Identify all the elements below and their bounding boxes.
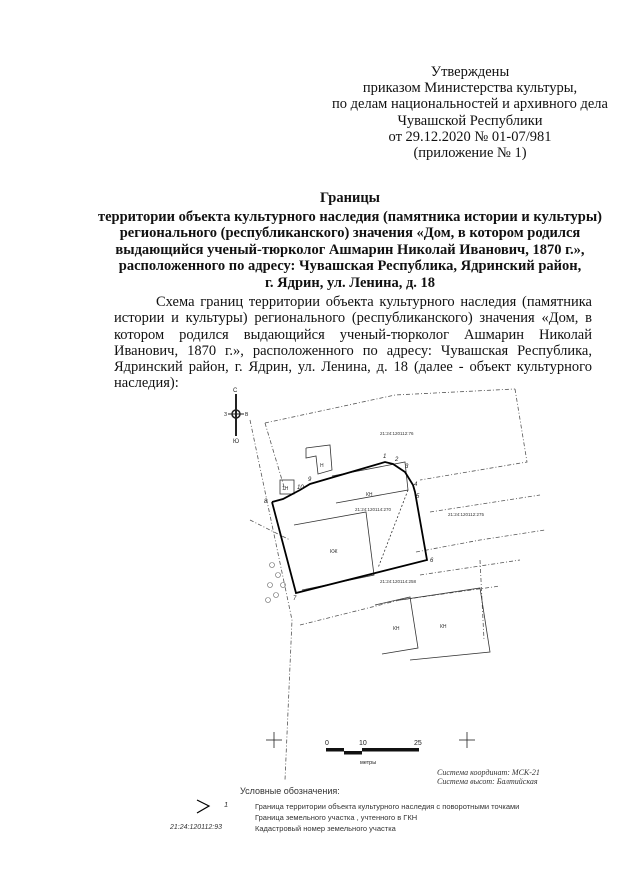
approval-line: (приложение № 1)	[413, 145, 527, 162]
legend-cadastral-example: 21:24:120112:93	[170, 824, 223, 831]
compass-west: З	[224, 412, 228, 418]
boundary-line-icon	[195, 798, 235, 816]
building-label: КН	[440, 624, 447, 630]
boundary-map	[0, 385, 640, 785]
heritage-boundary	[272, 462, 427, 593]
point-label: 4	[414, 482, 418, 488]
building-label: КЖ	[330, 549, 338, 555]
coordinate-system	[437, 768, 540, 786]
scale-bar	[325, 740, 422, 766]
legend-point-label: 1	[224, 800, 229, 809]
scheme-description: Схема границ территории объекта культурного наследия (памятника истории и культуры) регионального (республиканского) значения «Дом, в котором родился выдающийся ученый-тюрколог Ашмарин Николай Иванович, 1870 г.», расположенного по адресу: Чувашская Республика, Ядринский район, г. Ядрин, ул. Ленина, д. 18 (далее - объект культурного наследия):	[114, 294, 592, 392]
cadastral-label: 21:24:120114:270	[355, 507, 391, 512]
cadastral-label: 21:24:120112:275	[448, 512, 484, 517]
compass-icon	[224, 388, 249, 445]
point-label: 8	[264, 499, 268, 505]
title-line: расположенного по адресу: Чувашская Республика, Ядринский район,	[118, 258, 582, 275]
approval-block	[300, 64, 640, 161]
coordinate-system-line: Система координат: МСК-21	[437, 768, 540, 777]
trees	[266, 563, 286, 603]
point-label: 6	[430, 558, 434, 564]
approval-line: Утверждены	[430, 64, 510, 80]
point-label: 5	[416, 494, 420, 500]
building-label: Н	[320, 463, 324, 469]
point-label: 1	[383, 454, 387, 460]
approval-line: Чувашской Республики	[397, 112, 543, 129]
point-label: 9	[308, 477, 312, 483]
legend-item: Кадастровый номер земельного участка	[255, 824, 396, 833]
building-labels	[282, 463, 447, 632]
building-label: КН	[393, 626, 400, 632]
title-line: территории объекта культурного наследия (памятника истории и культуры)	[97, 208, 603, 225]
point-label: 2	[395, 457, 399, 463]
scale-unit: метры	[360, 760, 377, 766]
title-line: Границы	[319, 190, 380, 206]
legend-item: Граница земельного участка , учтенного в ГКН	[255, 813, 418, 822]
scale-tick: 10	[359, 740, 367, 747]
title-line: выдающийся ученый-тюрколог Ашмарин Николай Иванович, 1870 г.»,	[115, 241, 585, 258]
compass-east: В	[245, 412, 249, 418]
point-label: 7	[293, 596, 297, 602]
grid-crosses	[266, 732, 475, 748]
title-line: г. Ядрин, ул. Ленина, д. 18	[264, 274, 436, 291]
building-label: 1Н	[282, 486, 289, 492]
building-label: КН	[366, 492, 373, 498]
point-label: 10	[297, 485, 304, 491]
cadastral-label: 21:24:120114:258	[380, 579, 416, 584]
compass-south: Ю	[233, 439, 240, 445]
scale-tick: 0	[325, 740, 329, 747]
approval-line: от 29.12.2020 № 01-07/981	[388, 128, 552, 145]
approval-line: по делам национальностей и архивного дела	[332, 96, 608, 113]
legend-title: Условные обозначения:	[240, 786, 340, 796]
scale-tick: 25	[414, 740, 422, 747]
approval-line: приказом Министерства культуры,	[362, 80, 578, 97]
legend-item: Граница территории объекта культурного наследия с поворотными точками	[255, 802, 520, 811]
height-system-line: Система высот: Балтийская	[437, 777, 538, 786]
compass-north: С	[233, 388, 238, 394]
point-label: 3	[405, 464, 409, 470]
title-line: регионального (республиканского) значения «Дом, в котором родился	[119, 225, 581, 242]
cadastral-label: 21:24:120112:76	[380, 431, 414, 436]
buildings	[280, 445, 490, 660]
document-title	[60, 190, 640, 292]
